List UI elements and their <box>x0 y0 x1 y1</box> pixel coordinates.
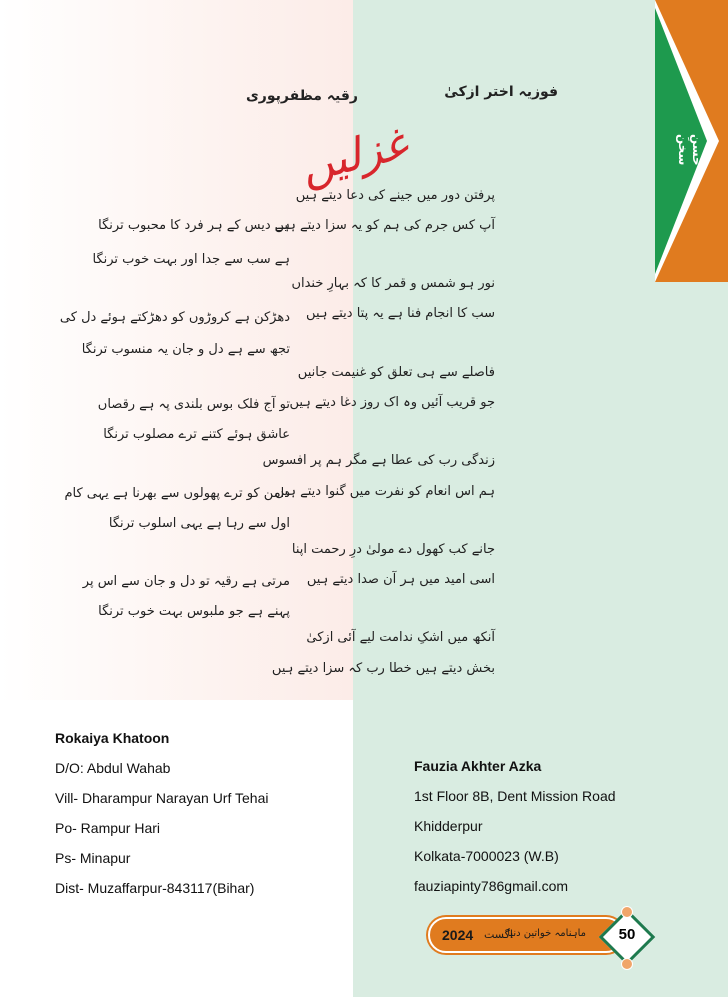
poem-line: تو آج فلک بوس بلندی پہ ہے رقصاں <box>97 397 290 412</box>
address-line: Dist- Muzaffarpur-843117(Bihar) <box>55 880 255 896</box>
left-poet-name: رقیہ مظفرپوری <box>245 88 358 104</box>
page-number: 50 <box>618 926 636 943</box>
poem-line: تجھ سے ہے دل و جان یہ منسوب ترنگا <box>81 342 290 357</box>
poem-line: سب کا انجام فنا ہے یہ پتا دیتے ہیں <box>306 306 495 321</box>
footer-year: 2024 <box>442 927 474 943</box>
right-poet-name: فوزیہ اختر ازکیٰ <box>444 84 558 100</box>
poem-line: زندگی رب کی عطا ہے مگر ہم پر افسوس <box>262 453 495 468</box>
poem-line: ہے سب سے جدا اور بہت خوب ترنگا <box>92 252 290 267</box>
poem-line: اسی امید میں ہر آن صدا دیتے ہیں <box>306 572 495 587</box>
page-title: غزلیں <box>295 117 413 194</box>
poem-line: ہے دیس کے ہر فرد کا محبوب ترنگا <box>98 218 290 233</box>
decor-dot <box>621 958 633 970</box>
address-line: 1st Floor 8B, Dent Mission Road <box>414 788 616 804</box>
footer-magazine: ماہنامہ خواتین دنیا <box>507 928 586 939</box>
poem-line: آنکھ میں اشکِ ندامت لیے آئی ازکیٰ <box>306 630 495 645</box>
poem-line: فاصلے سے ہی تعلق کو غنیمت جانیں <box>297 365 495 380</box>
poem-line: مرتی ہے رقیہ تو دل و جان سے اس پر <box>82 574 290 589</box>
address-line: Rokaiya Khatoon <box>55 730 170 746</box>
poem-line: عاشق ہوئے کتنے ترے مصلوب ترنگا <box>103 427 290 442</box>
footer-banner <box>428 917 624 953</box>
address-line: Po- Rampur Hari <box>55 820 161 836</box>
poem-line: ہم اس انعام کو نفرت میں گنوا دیتے ہیں <box>274 484 495 499</box>
poem-line: پہنے ہے جو ملبوس بہت خوب ترنگا <box>98 604 290 619</box>
poem-line: بخش دیتے ہیں خطا رب کہ سزا دیتے ہیں <box>271 661 495 676</box>
address-line: Fauzia Akhter Azka <box>414 758 542 774</box>
footer-month: اگست <box>484 928 513 941</box>
poem-line: پرفتن دور میں جینے کی دعا دیتے ہیں <box>295 188 495 203</box>
poem-line: دامن کو ترے پھولوں سے بھرنا ہے یہی کام <box>64 486 290 501</box>
left-address <box>55 730 268 910</box>
poem-line: آپ کس جرم کی ہم کو یہ سزا دیتے ہیں <box>274 218 495 233</box>
address-line: D/O: Abdul Wahab <box>55 760 171 776</box>
decor-dot <box>621 906 633 918</box>
section-label: حسنِ سخن <box>676 134 704 166</box>
poem-line: جانے کب کھول دے مولیٰ درِ رحمت اپنا <box>291 542 495 557</box>
address-line: Ps- Minapur <box>55 850 131 866</box>
address-line: Khidderpur <box>414 818 483 834</box>
poem-line: اول سے رہا ہے یہی اسلوب ترنگا <box>108 516 290 531</box>
address-line: Vill- Dharampur Narayan Urf Tehai <box>55 790 269 806</box>
address-line: fauziapinty786gmail.com <box>414 878 569 894</box>
poem-line: نور ہو شمس و قمر کا کہ بہارِ خنداں <box>291 276 495 291</box>
poem-line: جو قریب آئیں وہ اک روز دغا دیتے ہیں <box>289 395 495 410</box>
right-address <box>414 758 616 908</box>
poem-line: دھڑکن ہے کروڑوں کو دھڑکتے ہوئے دل کی <box>59 310 290 325</box>
address-line: Kolkata-7000023 (W.B) <box>414 848 559 864</box>
